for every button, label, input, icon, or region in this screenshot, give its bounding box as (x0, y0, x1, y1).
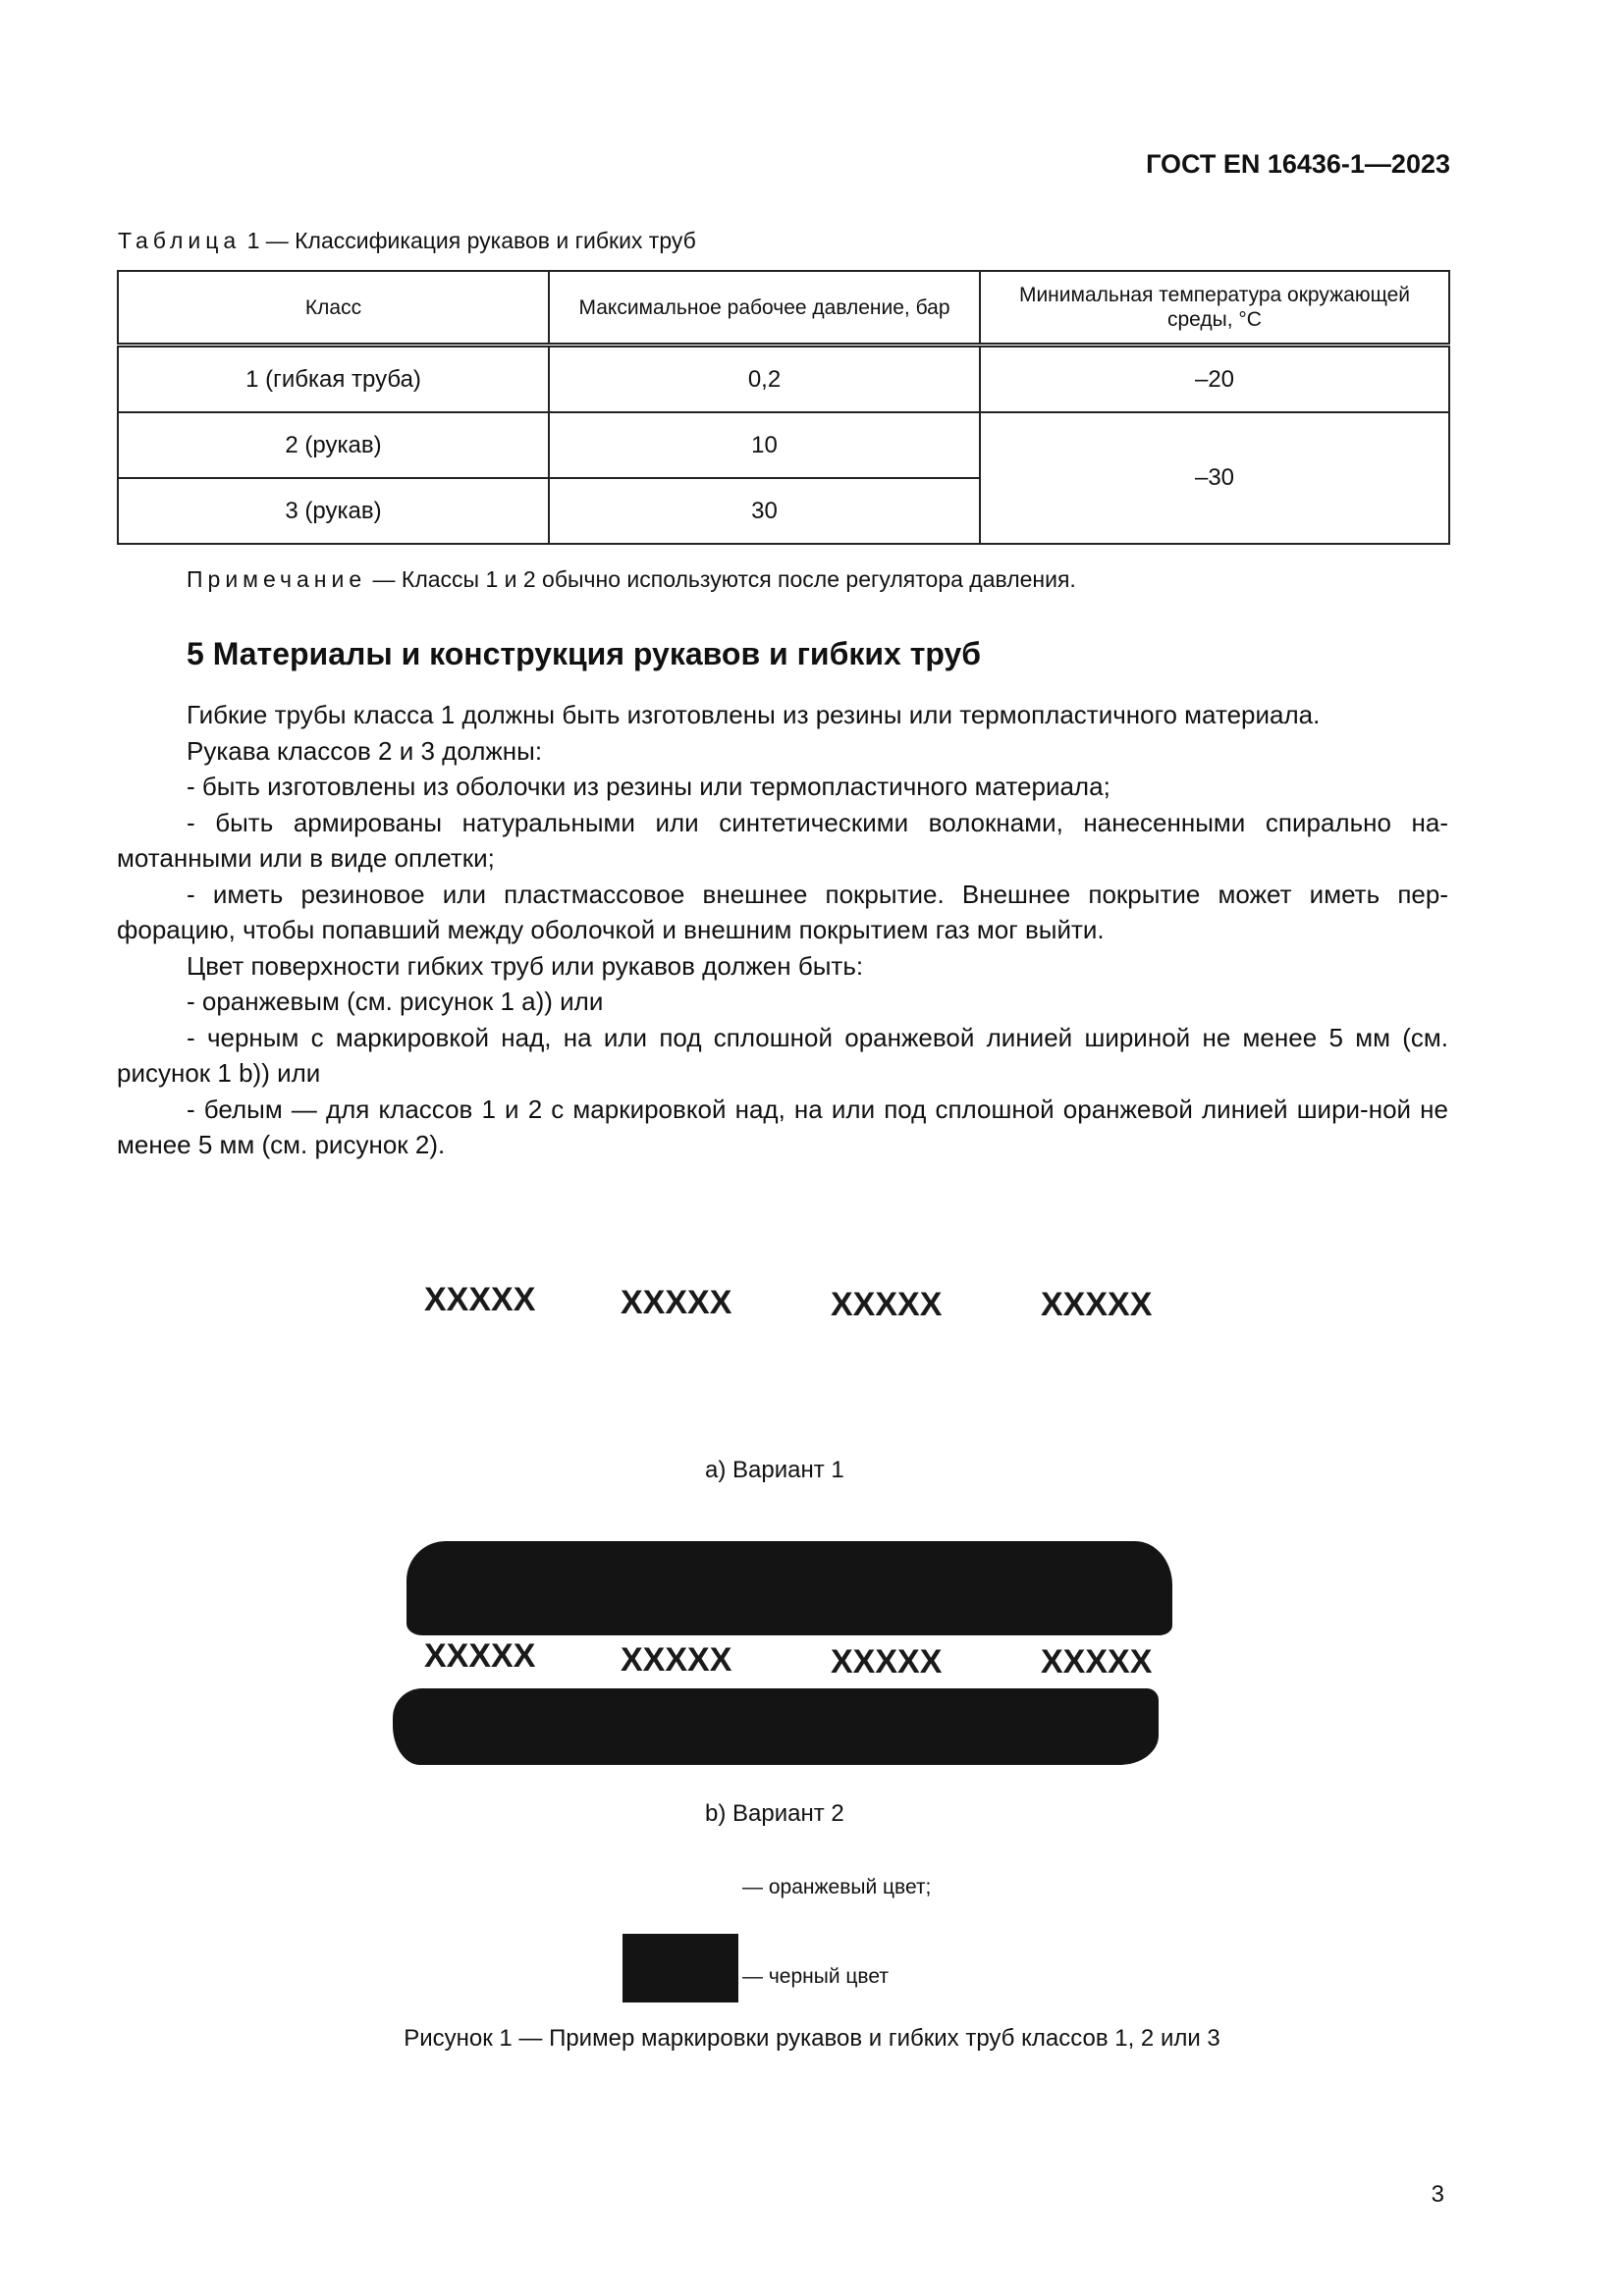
marking-text: XXXXX (621, 1284, 732, 1321)
black-stripe-top (406, 1541, 1172, 1635)
header-pressure: Максимальное рабочее давление, бар (549, 271, 980, 346)
paragraph: Цвет поверхности гибких труб или рукавов должен быть: (187, 950, 864, 981)
marking-text: XXXXX (1041, 1643, 1153, 1681)
table-note (187, 566, 1076, 593)
legend-orange-label: — оранжевый цвет; (742, 1876, 932, 1898)
table-header-row (118, 271, 1449, 346)
marking-text: XXXXX (424, 1281, 536, 1318)
cell-pressure: 10 (549, 412, 980, 478)
marking-text: XXXXX (424, 1637, 536, 1675)
list-item: - белым — для классов 1 и 2 с маркировкой над, на или под сплошной оранжевой линией шири-ной не менее 5 мм (см. рисунок 2). (117, 1094, 1448, 1159)
header-temperature: Минимальная температура окружающей среды, °С (980, 271, 1449, 346)
list-item: - быть изготовлены из оболочки из резины или термопластичного материала; (187, 772, 1110, 801)
classification-table (117, 270, 1450, 545)
table-row (118, 346, 1449, 413)
cell-class: 1 (гибкая труба) (118, 346, 549, 413)
cell-temperature: –20 (980, 346, 1449, 413)
paragraph: Гибкие трубы класса 1 должны быть изготовлены из резины или термопластичного материала. (187, 700, 1321, 729)
document-id: ГОСТ EN 16436-1—2023 (1146, 149, 1450, 179)
cell-pressure: 30 (549, 478, 980, 544)
list-item: - оранжевым (см. рисунок 1 a)) или (187, 987, 604, 1016)
section-body (117, 697, 1448, 1163)
variant-2-caption: b) Вариант 2 (705, 1800, 844, 1827)
table-title-text: 1 — Классификация рукавов и гибких труб (241, 228, 696, 253)
list-item: - быть армированы натуральными или синтетическими волокнами, нанесенными спирально на-мотанными или в виде оплетки; (117, 807, 1448, 873)
note-text: — Классы 1 и 2 обычно используются после регулятора давления. (366, 566, 1076, 592)
cell-pressure: 0,2 (549, 346, 980, 413)
section-heading: 5 Материалы и конструкция рукавов и гибких труб (187, 636, 982, 671)
page-number: 3 (1431, 2181, 1444, 2208)
marking-text: XXXXX (831, 1643, 943, 1681)
figure-caption: Рисунок 1 — Пример маркировки рукавов и гибких труб классов 1, 2 или 3 (404, 2025, 1220, 2052)
black-stripe-bottom (393, 1688, 1159, 1765)
cell-temperature: –30 (980, 412, 1449, 544)
cell-class: 2 (рукав) (118, 412, 549, 478)
marking-text: XXXXX (1041, 1286, 1153, 1323)
list-item: - иметь резиновое или пластмассовое внешнее покрытие. Внешнее покрытие может иметь пер-форацию, чтобы попавший между оболочкой и внешним покрытием газ мог выйти. (117, 879, 1448, 944)
marking-text: XXXXX (621, 1641, 732, 1679)
table-title (118, 228, 696, 254)
marking-text: XXXXX (831, 1286, 943, 1323)
legend-black-label: — черный цвет (742, 1965, 889, 1988)
table-title-word: Таблица (118, 228, 242, 253)
list-item: - черным с маркировкой над, на или под сплошной оранжевой линией шириной не менее 5 мм (см. рисунок 1 b)) или (117, 1022, 1448, 1088)
paragraph: Рукава классов 2 и 3 должны: (187, 735, 543, 766)
note-label: Примечание (187, 566, 367, 592)
legend-black-swatch (623, 1934, 738, 2002)
header-class: Класс (118, 271, 549, 346)
cell-class: 3 (рукав) (118, 478, 549, 544)
table-row (118, 412, 1449, 478)
variant-1-caption: a) Вариант 1 (705, 1457, 844, 1483)
